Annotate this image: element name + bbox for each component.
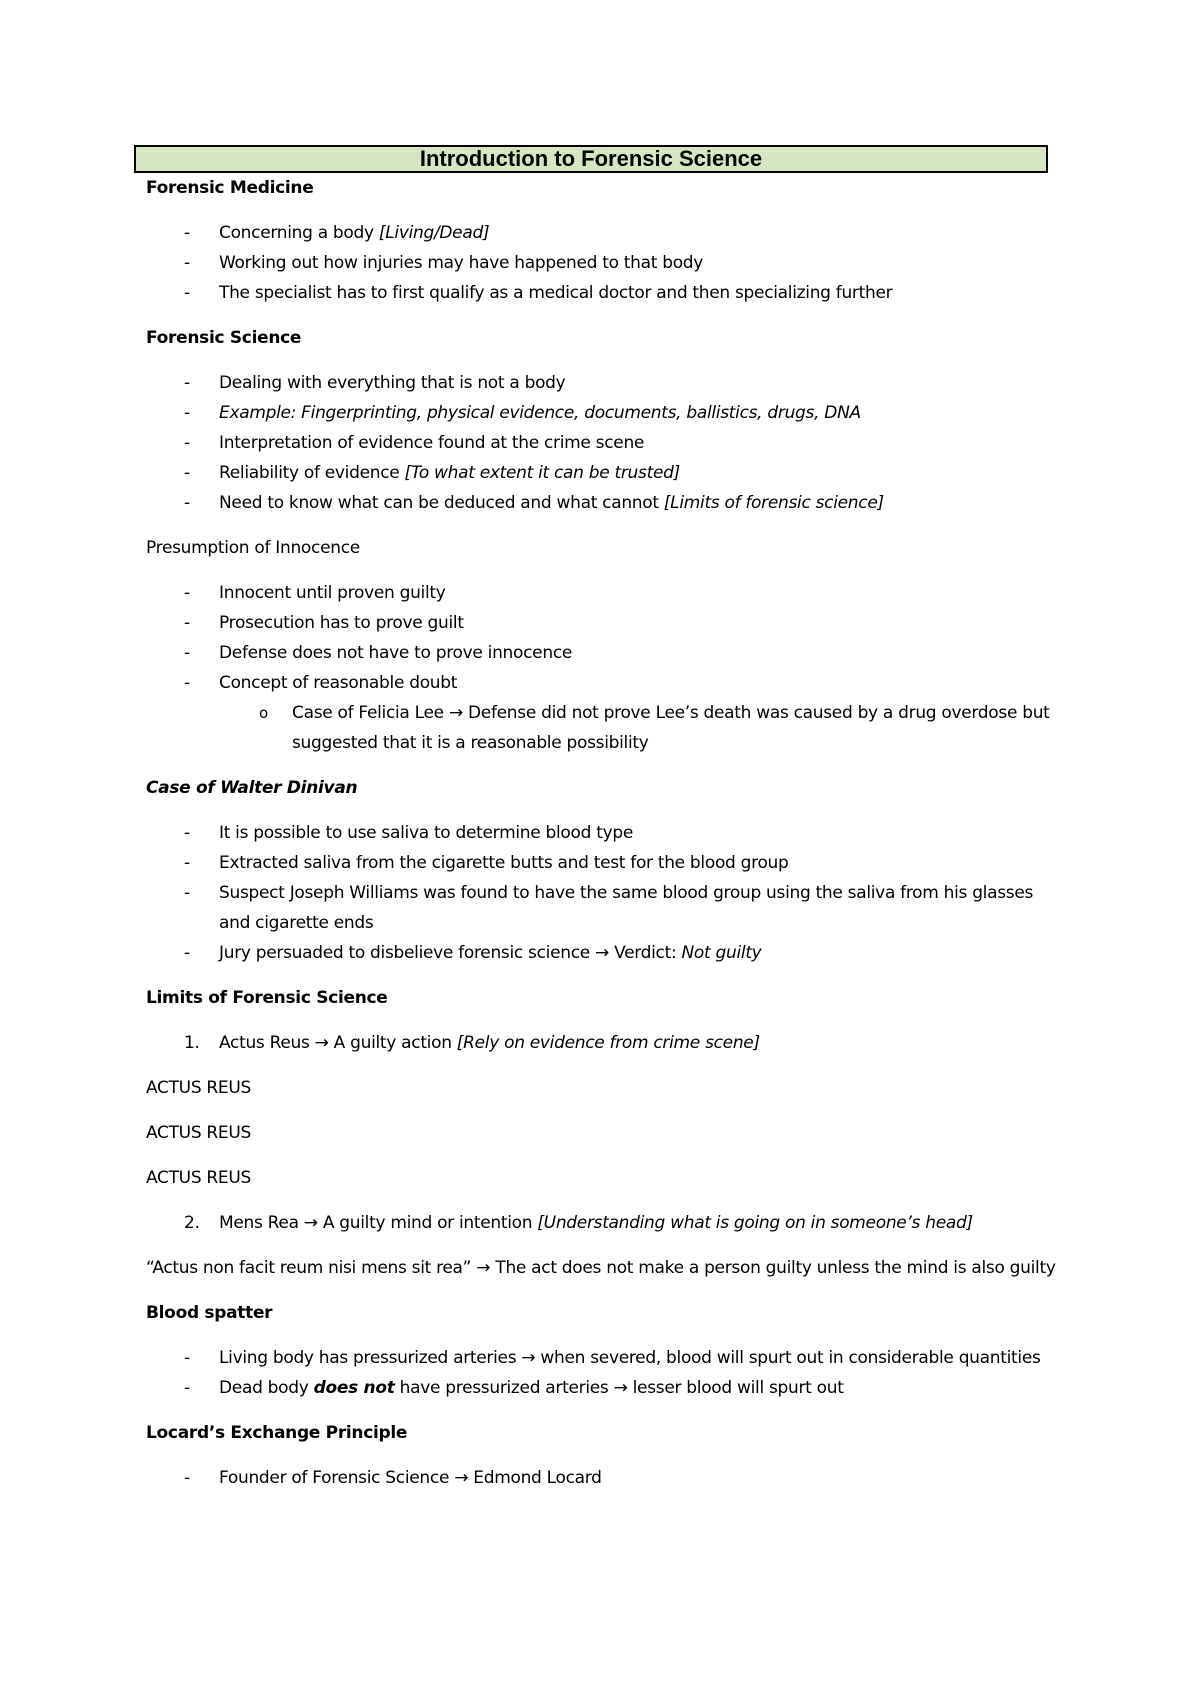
list-item: - It is possible to use saliva to determine blood type (146, 818, 1066, 848)
list-item: - Jury persuaded to disbelieve forensic science → Verdict: Not guilty (146, 938, 1066, 968)
actus-reus-line: ACTUS REUS (146, 1168, 252, 1188)
heading-walter-dinivan: Case of Walter Dinivan (146, 778, 358, 798)
arrow-icon: → (448, 703, 463, 723)
heading-locard: Locard’s Exchange Principle (146, 1423, 408, 1443)
latin-maxim: “Actus non facit reum nisi mens sit rea” → The act does not make a person guilty unless the mind is also guilty (146, 1258, 1056, 1278)
list-forensic-science (146, 368, 1066, 518)
list-item: - Prosecution has to prove guilt (146, 608, 1066, 638)
arrow-icon: → (595, 943, 609, 963)
list-item: - Founder of Forensic Science → Edmond Locard (146, 1463, 1066, 1493)
list-locard (146, 1463, 1066, 1493)
document-title-box (134, 145, 1048, 173)
list-item: - Living body has pressurized arteries → when severed, blood will spurt out in considerable quantities (146, 1343, 1066, 1373)
heading-limits: Limits of Forensic Science (146, 988, 388, 1008)
list-item: - Suspect Joseph Williams was found to have the same blood group using the saliva from his glasses and cigarette ends (146, 878, 1066, 938)
list-item: - Interpretation of evidence found at the crime scene (146, 428, 1066, 458)
list-blood-spatter (146, 1343, 1066, 1403)
list-dinivan (146, 818, 1066, 968)
list-item: - Extracted saliva from the cigarette butts and test for the blood group (146, 848, 1066, 878)
actus-reus-line: ACTUS REUS (146, 1078, 252, 1098)
numbered-item: 1. Actus Reus → A guilty action [Rely on evidence from crime scene] (184, 1033, 760, 1053)
sub-list-item: o Case of Felicia Lee → Defense did not prove Lee’s death was caused by a drug overdose but suggested that it is a reasonable possibility (219, 698, 1066, 758)
document-body (146, 173, 1066, 1493)
list-item: - Dead body does not have pressurized arteries → lesser blood will spurt out (146, 1373, 1066, 1403)
list-item: - Concept of reasonable doubt o Case of Felicia Lee → Defense did not prove Lee’s death was caused by a drug overdose but suggested that it is a reasonable possibility (146, 668, 1066, 758)
list-presumption (146, 578, 1066, 758)
numbered-list-limits-2 (146, 1208, 1066, 1238)
list-item: - Working out how injuries may have happened to that body (146, 248, 1066, 278)
list-item: - The specialist has to first qualify as a medical doctor and then specializing further (146, 278, 1066, 308)
numbered-list-limits-1 (146, 1028, 1066, 1058)
arrow-icon: → (303, 1213, 318, 1233)
arrow-icon: → (476, 1258, 491, 1278)
list-item: - Reliability of evidence [To what extent it can be trusted] (146, 458, 1066, 488)
heading-blood-spatter: Blood spatter (146, 1303, 273, 1323)
arrow-icon: → (613, 1378, 628, 1398)
heading-forensic-science: Forensic Science (146, 328, 302, 348)
arrow-icon: → (454, 1468, 469, 1488)
list-item: - Need to know what can be deduced and what cannot [Limits of forensic science] (146, 488, 1066, 518)
list-forensic-medicine (146, 218, 1066, 308)
document-title: Introduction to Forensic Science (419, 146, 763, 171)
list-item: - Innocent until proven guilty (146, 578, 1066, 608)
list-item: - Concerning a body [Living/Dead] (146, 218, 1066, 248)
heading-presumption-of-innocence: Presumption of Innocence (146, 538, 360, 558)
arrow-icon: → (314, 1033, 329, 1053)
sublist-reasonable-doubt (219, 698, 1066, 758)
list-item: - Defense does not have to prove innocence (146, 638, 1066, 668)
list-item: - Dealing with everything that is not a body (146, 368, 1066, 398)
arrow-icon: → (521, 1348, 536, 1368)
numbered-item: 2. Mens Rea → A guilty mind or intention [Understanding what is going on in someone’s head] (184, 1213, 973, 1233)
heading-forensic-medicine: Forensic Medicine (146, 178, 314, 198)
list-item: - Example: Fingerprinting, physical evidence, documents, ballistics, drugs, DNA (146, 398, 1066, 428)
actus-reus-line: ACTUS REUS (146, 1123, 252, 1143)
